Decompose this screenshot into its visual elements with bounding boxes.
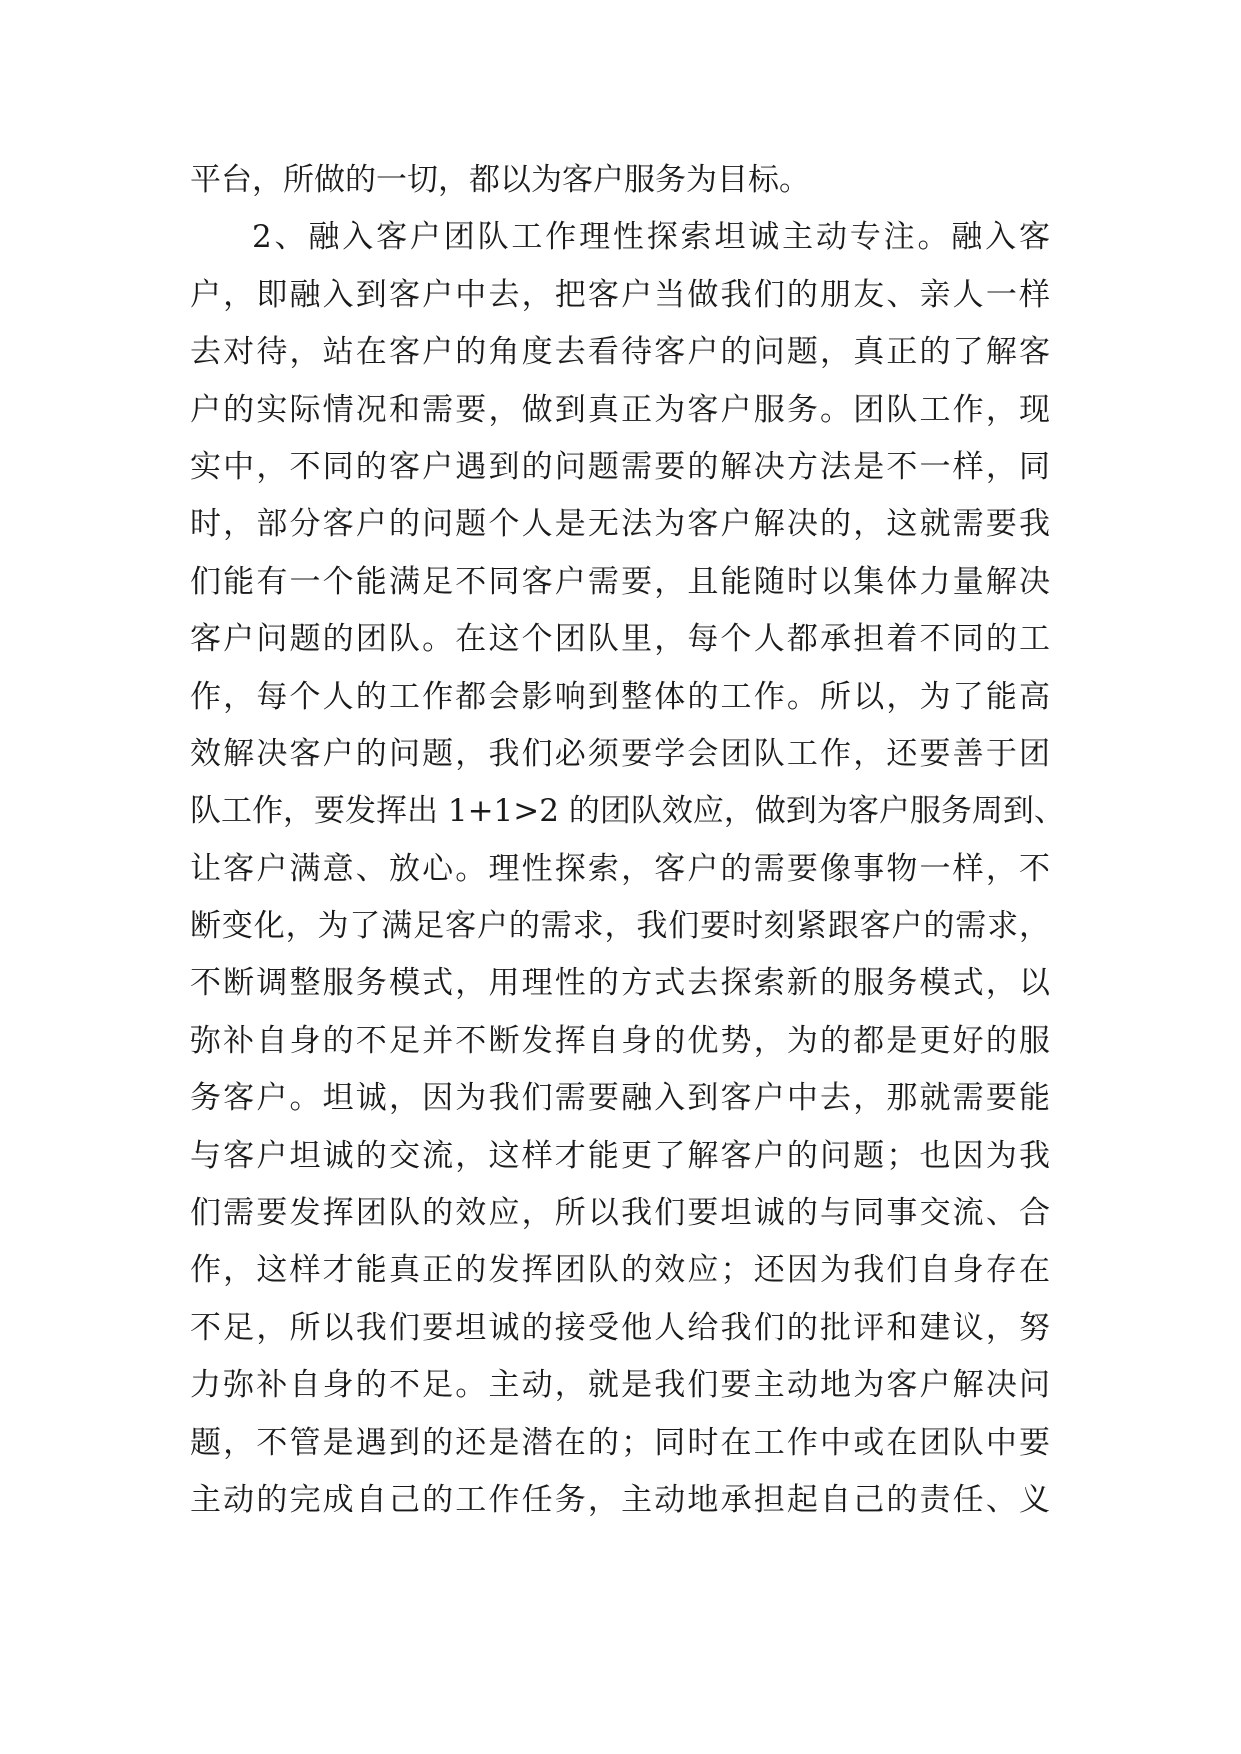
- text-line-4: 去对待，站在客户的角度去看待客户的问题，真正的了解客: [190, 334, 1050, 371]
- text-line-18: 与客户坦诚的交流，这样才能更了解客户的问题；也因为我: [190, 1137, 1050, 1174]
- paragraph-2-first-line: 2、融入客户团队工作理性探索坦诚主动专注。融入客: [252, 219, 1050, 256]
- text-line-17: 务客户。坦诚，因为我们需要融入到客户中去，那就需要能: [190, 1080, 1050, 1117]
- text-line-9: 客户问题的团队。在这个团队里，每个人都承担着不同的工: [190, 621, 1050, 658]
- text-line-21: 不足，所以我们要坦诚的接受他人给我们的批评和建议，努: [190, 1309, 1050, 1346]
- text-line-11: 效解决客户的问题，我们必须要学会团队工作，还要善于团: [190, 735, 1050, 772]
- text-line-1: 平台，所做的一切，都以为客户服务为目标。: [190, 162, 810, 198]
- text-line-22: 力弥补自身的不足。主动，就是我们要主动地为客户解决问: [190, 1367, 1050, 1404]
- text-line-5: 户的实际情况和需要，做到真正为客户服务。团队工作，现: [190, 391, 1050, 428]
- text-line-6: 实中，不同的客户遇到的问题需要的解决方法是不一样，同: [190, 448, 1050, 485]
- text-line-13: 让客户满意、放心。理性探索，客户的需要像事物一样，不: [190, 850, 1050, 887]
- text-line-7: 时，部分客户的问题个人是无法为客户解决的，这就需要我: [190, 506, 1050, 543]
- text-line-16: 弥补自身的不足并不断发挥自身的优势，为的都是更好的服: [190, 1022, 1050, 1059]
- text-line-15: 不断调整服务模式，用理性的方式去探索新的服务模式，以: [190, 965, 1050, 1002]
- text-line-12: 队工作，要发挥出 1+1>2 的团队效应，做到为客户服务周到、: [190, 793, 1065, 830]
- text-line-14: 断变化，为了满足客户的需求，我们要时刻紧跟客户的需求，: [190, 908, 1050, 945]
- text-line-24: 主动的完成自己的工作任务，主动地承担起自己的责任、义: [190, 1481, 1050, 1518]
- text-line-19: 们需要发挥团队的效应，所以我们要坦诚的与同事交流、合: [190, 1195, 1050, 1232]
- text-line-23: 题，不管是遇到的还是潜在的；同时在工作中或在团队中要: [190, 1424, 1050, 1461]
- text-line-3: 户，即融入到客户中去，把客户当做我们的朋友、亲人一样: [190, 276, 1050, 313]
- text-line-10: 作，每个人的工作都会影响到整体的工作。所以，为了能高: [190, 678, 1050, 715]
- text-line-20: 作，这样才能真正的发挥团队的效应；还因为我们自身存在: [190, 1252, 1050, 1289]
- body-text: [190, 152, 1065, 1529]
- text-line-8: 们能有一个能满足不同客户需要，且能随时以集体力量解决: [190, 563, 1050, 600]
